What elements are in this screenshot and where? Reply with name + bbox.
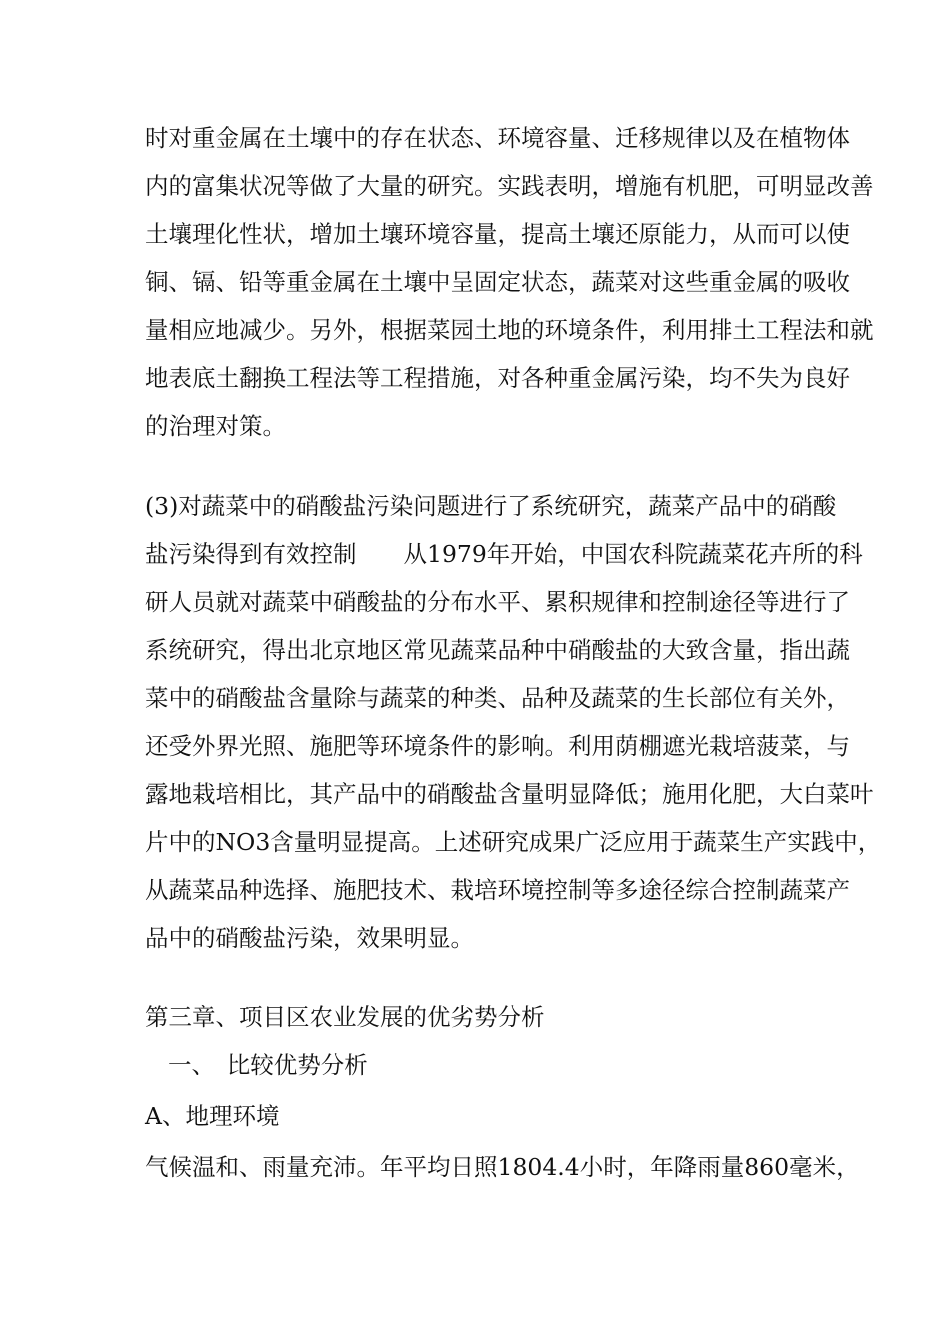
body-text-line: 铜、镉、铅等重金属在土壤中呈固定状态，蔬菜对这些重金属的吸收 — [145, 268, 850, 296]
body-text-line: 量相应地减少。另外，根据菜园土地的环境条件，利用排土工程法和就 — [145, 316, 874, 344]
body-text-line: 盐污染得到有效控制 从1979年开始，中国农科院蔬菜花卉所的科 — [145, 540, 863, 568]
body-text-line: 气候温和、雨量充沛。年平均日照1804.4小时，年降雨量860毫米， — [145, 1153, 860, 1181]
body-text-line: 研人员就对蔬菜中硝酸盐的分布水平、累积规律和控制途径等进行了 — [145, 588, 850, 616]
subsection-heading: A、地理环境 — [145, 1102, 280, 1130]
body-text-line: 品中的硝酸盐污染，效果明显。 — [145, 924, 474, 952]
body-text-line: (3)对蔬菜中的硝酸盐污染问题进行了系统研究，蔬菜产品中的硝酸 — [145, 492, 837, 520]
body-text-line: 土壤理化性状，增加土壤环境容量，提高土壤还原能力，从而可以使 — [145, 220, 850, 248]
body-text-line: 从蔬菜品种选择、施肥技术、栽培环境控制等多途径综合控制蔬菜产 — [145, 876, 850, 904]
section-heading: 一、 比较优势分析 — [168, 1051, 368, 1079]
body-text-line: 内的富集状况等做了大量的研究。实践表明，增施有机肥，可明显改善 — [145, 172, 874, 200]
body-text-line: 时对重金属在土壤中的存在状态、环境容量、迁移规律以及在植物体 — [145, 124, 850, 152]
body-text-line: 地表底土翻换工程法等工程措施，对各种重金属污染，均不失为良好 — [145, 364, 850, 392]
chapter-heading: 第三章、项目区农业发展的优劣势分析 — [145, 1003, 545, 1031]
body-text-line: 的治理对策。 — [145, 412, 286, 440]
body-text-line: 系统研究，得出北京地区常见蔬菜品种中硝酸盐的大致含量，指出蔬 — [145, 636, 850, 664]
body-text-line: 还受外界光照、施肥等环境条件的影响。利用荫棚遮光栽培菠菜，与 — [145, 732, 850, 760]
body-text-line: 菜中的硝酸盐含量除与蔬菜的种类、品种及蔬菜的生长部位有关外， — [145, 684, 850, 712]
body-text-line: 露地栽培相比，其产品中的硝酸盐含量明显降低；施用化肥，大白菜叶 — [145, 780, 874, 808]
body-text-line: 片中的NO3含量明显提高。上述研究成果广泛应用于蔬菜生产实践中， — [145, 828, 882, 856]
